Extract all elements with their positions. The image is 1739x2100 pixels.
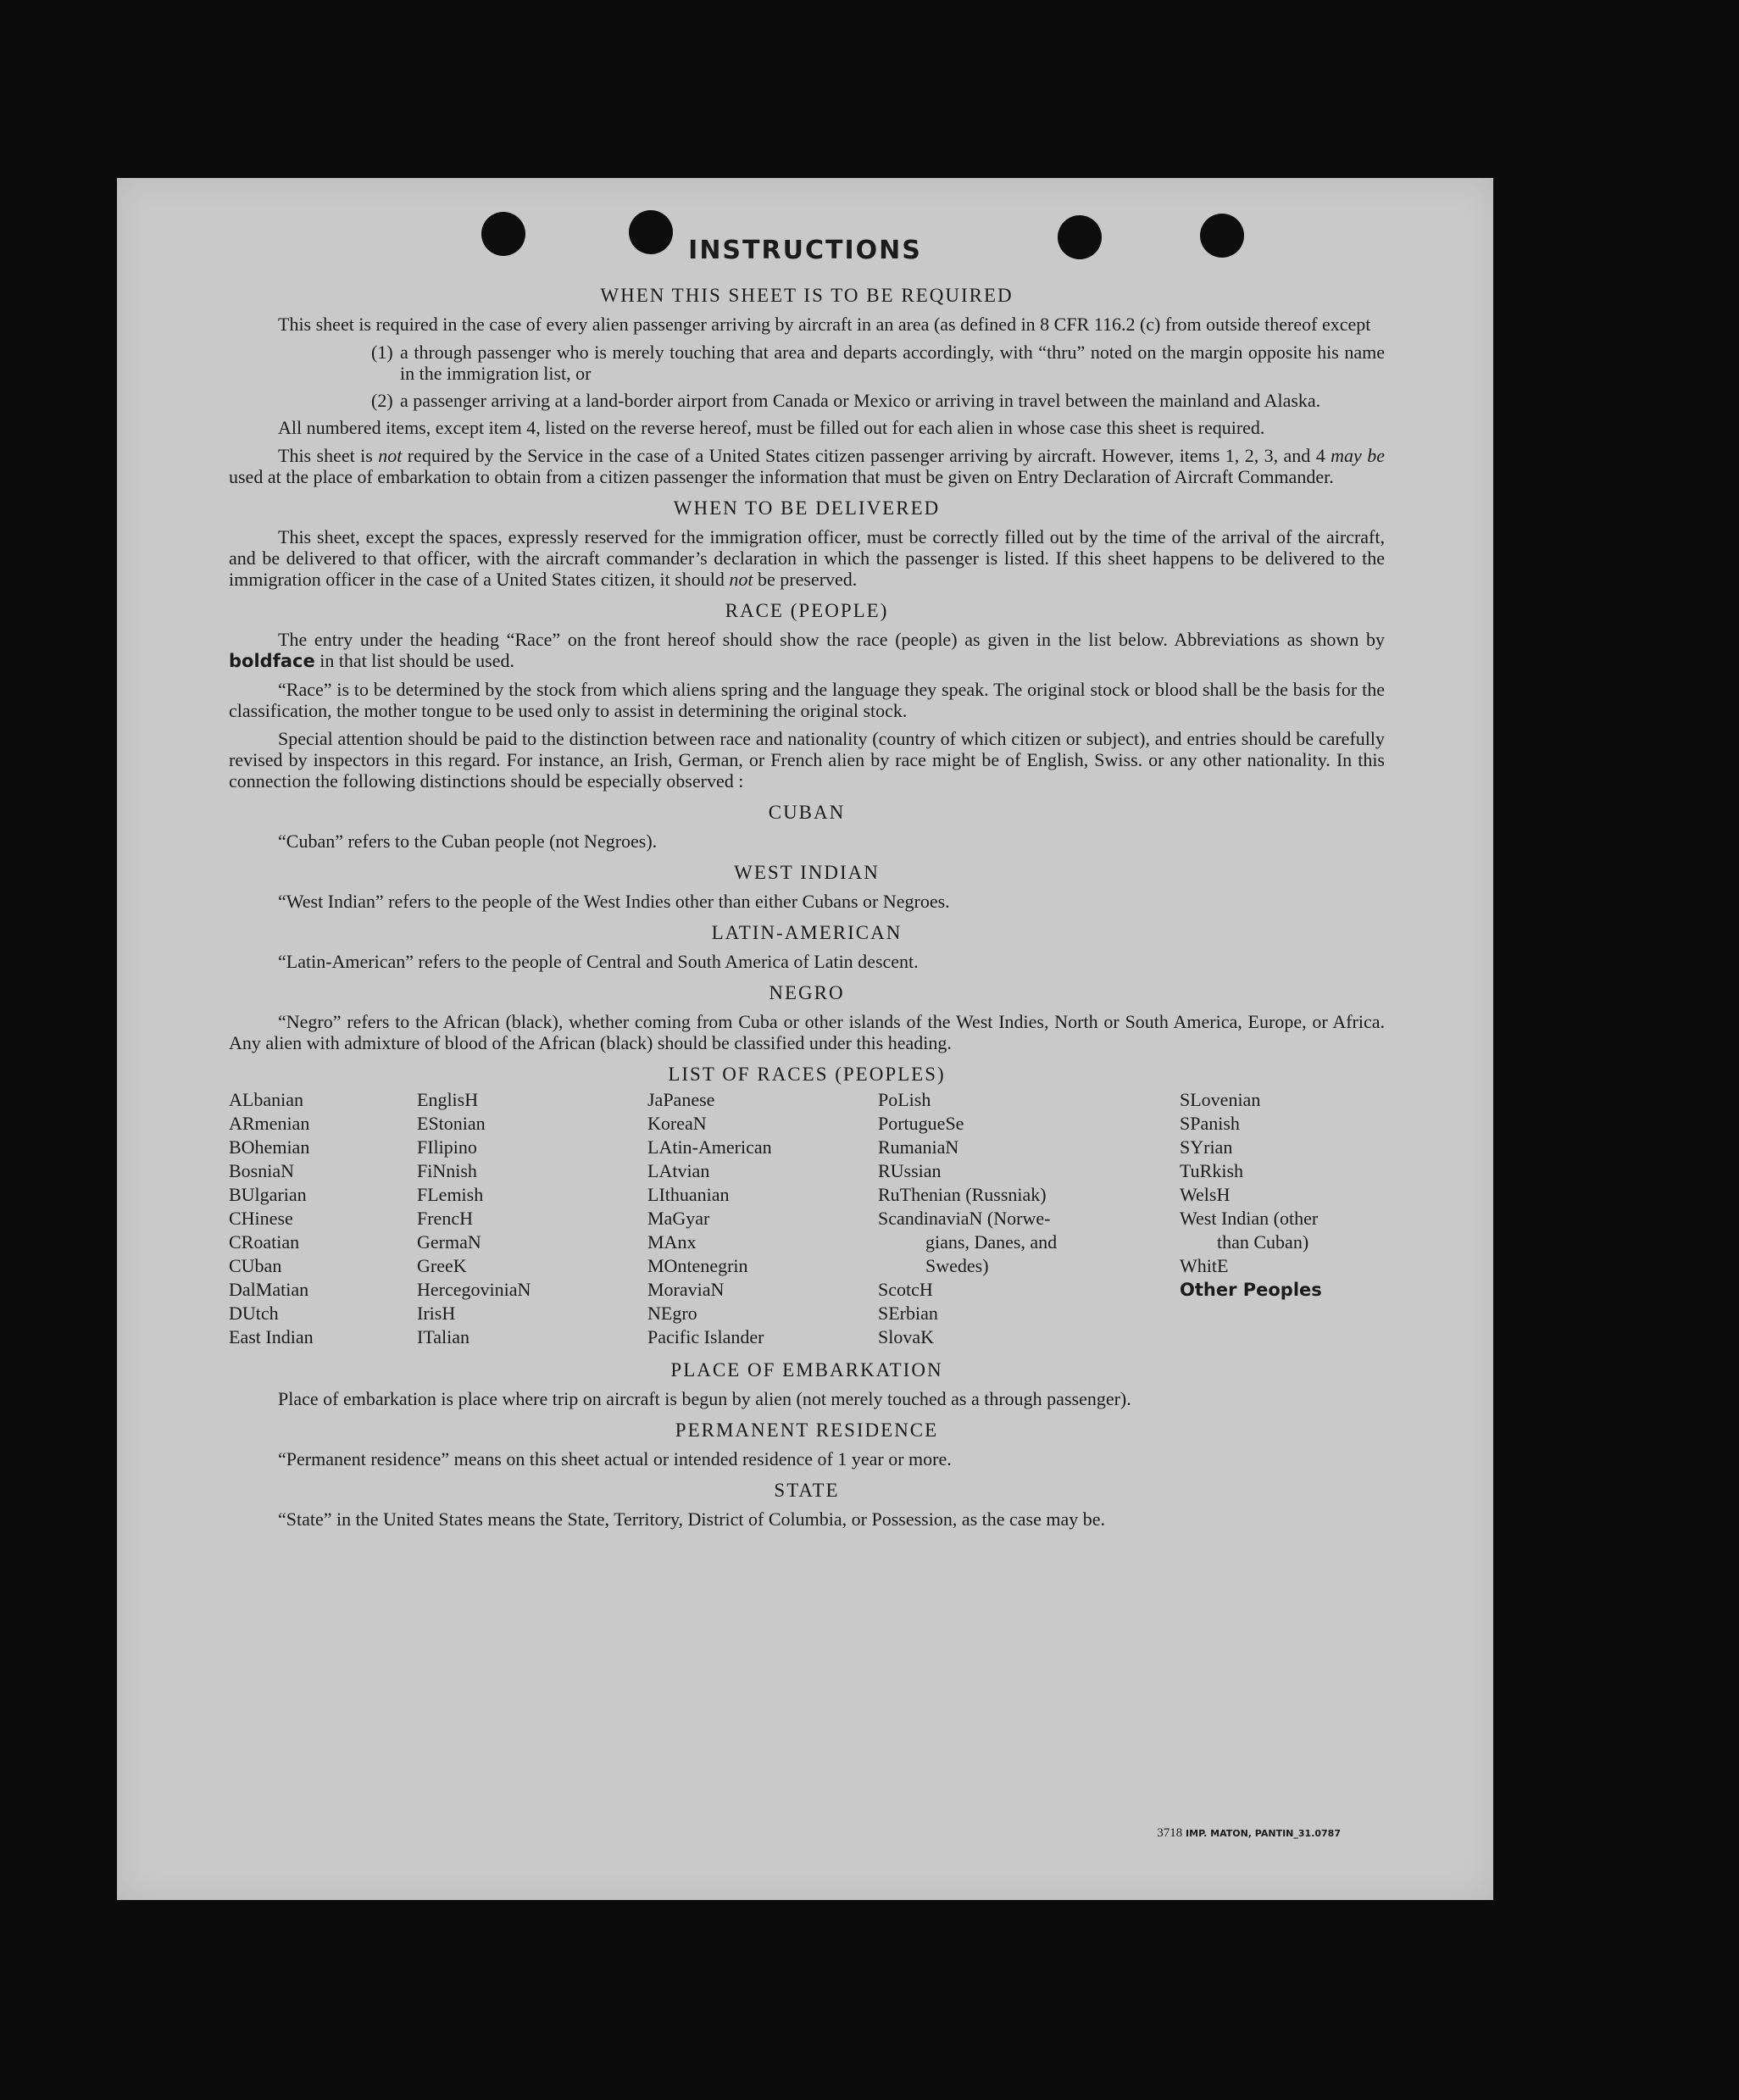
exception-item: (1) a through passenger who is merely touching that area and departs accordingly, with “thru” noted on the margin opposite his name in the immigration list, or (371, 342, 1385, 384)
race-item: LAtvian (647, 1160, 710, 1181)
race-column (417, 1088, 647, 1349)
paragraph: This sheet, except the spaces, expressly reserved for the immigration officer, must be correctly filled out by the time of the arrival of the aircraft, and be delivered to that officer, with the aircraft commander’s declaration in which the passenger is listed. If this sheet happens to be delivered to the immigration officer in the case of a United States citizen, it should not be preserved. (229, 526, 1385, 590)
instructions-body (229, 275, 1385, 1536)
paragraph: “Race” is to be determined by the stock from which aliens spring and the language they speak. The original stock or blood shall be the basis for the classification, the mother tongue to be used only to assist in determining the original stock. (229, 679, 1385, 721)
race-item: RUssian (878, 1160, 942, 1181)
race-item: East Indian (229, 1326, 314, 1347)
heading-latin-american: LATIN-AMERICAN (711, 922, 903, 943)
paragraph: All numbered items, except item 4, listed on the reverse hereof, must be filled out for each alien in whose case this sheet is required. (278, 417, 1265, 438)
heading-permanent-residence: PERMANENT RESIDENCE (675, 1419, 939, 1441)
heading-cuban: CUBAN (768, 802, 846, 823)
race-item: TuRkish (1180, 1160, 1244, 1181)
race-item: FiNnish (417, 1160, 477, 1181)
heading-place-of-embarkation: PLACE OF EMBARKATION (670, 1359, 943, 1381)
section-heading-required: WHEN THIS SHEET IS TO BE REQUIRED (600, 285, 1014, 306)
exception-item: (2) a passenger arriving at a land-border airport from Canada or Mexico or arriving in travel between the mainland and Alaska. (371, 390, 1321, 411)
paragraph: “Negro” refers to the African (black), whether coming from Cuba or other islands of the West Indies, North or South America, Europe, or Africa. Any alien with admixture of blood of the African (black) should be classified under this heading. (229, 1011, 1385, 1053)
section-heading-race: RACE (PEOPLE) (725, 600, 889, 621)
race-item: MaGyar (647, 1208, 710, 1229)
race-item: EnglisH (417, 1089, 479, 1110)
race-item: Pacific Islander (647, 1326, 764, 1347)
paragraph: Place of embarkation is place where trip on aircraft is begun by alien (not merely touched as a through passenger). (278, 1388, 1131, 1409)
section-heading-delivered: WHEN TO BE DELIVERED (673, 497, 941, 519)
race-column (647, 1088, 878, 1349)
race-item: KoreaN (647, 1113, 707, 1134)
race-item: PortugueSe (878, 1113, 964, 1134)
race-item: FIlipino (417, 1136, 477, 1158)
paragraph: This sheet is required in the case of every alien passenger arriving by aircraft in an area (as defined in 8 CFR 116.2 (c) from outside thereof except (278, 314, 1371, 335)
race-item: HercegoviniaN (417, 1279, 531, 1300)
paragraph: “Permanent residence” means on this sheet actual or intended residence of 1 year or more. (278, 1448, 952, 1469)
race-item: MAnx (647, 1231, 697, 1253)
race-item: CUban (229, 1255, 282, 1276)
race-item: RumaniaN (878, 1136, 959, 1158)
heading-state: STATE (774, 1480, 840, 1501)
race-item: FLemish (417, 1184, 484, 1205)
heading-negro: NEGRO (769, 982, 845, 1003)
race-column (878, 1088, 1180, 1349)
paragraph: “Cuban” refers to the Cuban people (not Negroes). (278, 831, 658, 852)
paragraph: “West Indian” refers to the people of the West Indies other than either Cubans or Negroes. (278, 891, 950, 912)
paragraph: The entry under the heading “Race” on the front hereof should show the race (people) as given in the list below. Abbreviations as shown by boldface in that list should be used. (229, 629, 1385, 671)
race-item: NEgro (647, 1303, 697, 1324)
race-item: LAtin-American (647, 1136, 772, 1158)
paragraph: “State” in the United States means the State, Territory, District of Columbia, or Possession, as the case may be. (278, 1508, 1106, 1530)
race-item: ALbanian (229, 1089, 303, 1110)
race-item: ScotcH (878, 1279, 933, 1300)
race-item: Other Peoples (1180, 1280, 1322, 1300)
race-item: IrisH (417, 1303, 456, 1324)
race-item: JaPanese (647, 1089, 715, 1110)
paragraph: This sheet is not required by the Service in the case of a United States citizen passenger arriving by aircraft. However, items 1, 2, 3, and 4 may be used at the place of embarkation to obtain from a citizen passenger the information that must be given on Entry Declaration of Aircraft Commander. (229, 445, 1385, 487)
page-title: INSTRUCTIONS (688, 236, 922, 265)
instruction-sheet (117, 178, 1493, 1900)
race-item: FrencH (417, 1208, 473, 1229)
race-item: BUlgarian (229, 1184, 307, 1205)
race-item: SPanish (1180, 1113, 1240, 1134)
paragraph: “Latin-American” refers to the people of Central and South America of Latin descent. (278, 951, 919, 972)
race-item: ARmenian (229, 1113, 310, 1134)
race-item: LIthuanian (647, 1184, 730, 1205)
printer-imprint: 3718 IMP. MATON, PANTIN_31.0787 (1157, 1826, 1341, 1840)
race-item: MOntenegrin (647, 1255, 748, 1276)
race-item: WhitE (1180, 1255, 1229, 1276)
race-item: than Cuban) (1217, 1231, 1309, 1253)
race-item: EStonian (417, 1113, 486, 1134)
race-item: BOhemian (229, 1136, 310, 1158)
race-item: ScandinaviaN (Norwe- (878, 1208, 1051, 1229)
race-item: CRoatian (229, 1231, 300, 1253)
race-item: Swedes) (925, 1255, 989, 1276)
paragraph: Special attention should be paid to the distinction between race and nationality (country of which citizen or subject), and entries should be carefully revised by inspectors in this regard. For instance, an Irish, German, or French alien by race might be of English, Swiss. or any other nationality. In this connection the following distinctions should be especially observed : (229, 728, 1385, 792)
race-item: MoraviaN (647, 1279, 725, 1300)
heading-west-indian: WEST INDIAN (734, 862, 880, 883)
race-item: West Indian (other (1180, 1208, 1319, 1229)
race-item: SErbian (878, 1303, 938, 1324)
heading-list-of-races: LIST OF RACES (PEOPLES) (668, 1064, 946, 1085)
race-item: GreeK (417, 1255, 467, 1276)
race-item: gians, Danes, and (925, 1231, 1058, 1253)
race-item: SYrian (1180, 1136, 1233, 1158)
race-item: DUtch (229, 1303, 279, 1324)
race-item: WelsH (1180, 1184, 1231, 1205)
race-list (229, 1088, 1385, 1349)
race-item: PoLish (878, 1089, 931, 1110)
race-item: RuThenian (Russniak) (878, 1184, 1047, 1205)
race-item: SlovaK (878, 1326, 934, 1347)
race-item: SLovenian (1180, 1089, 1261, 1110)
race-column (229, 1088, 417, 1349)
race-item: ITalian (417, 1326, 469, 1347)
race-column (1180, 1088, 1385, 1349)
race-item: BosniaN (229, 1160, 294, 1181)
race-item: GermaN (417, 1231, 481, 1253)
race-item: DalMatian (229, 1279, 309, 1300)
race-item: CHinese (229, 1208, 293, 1229)
